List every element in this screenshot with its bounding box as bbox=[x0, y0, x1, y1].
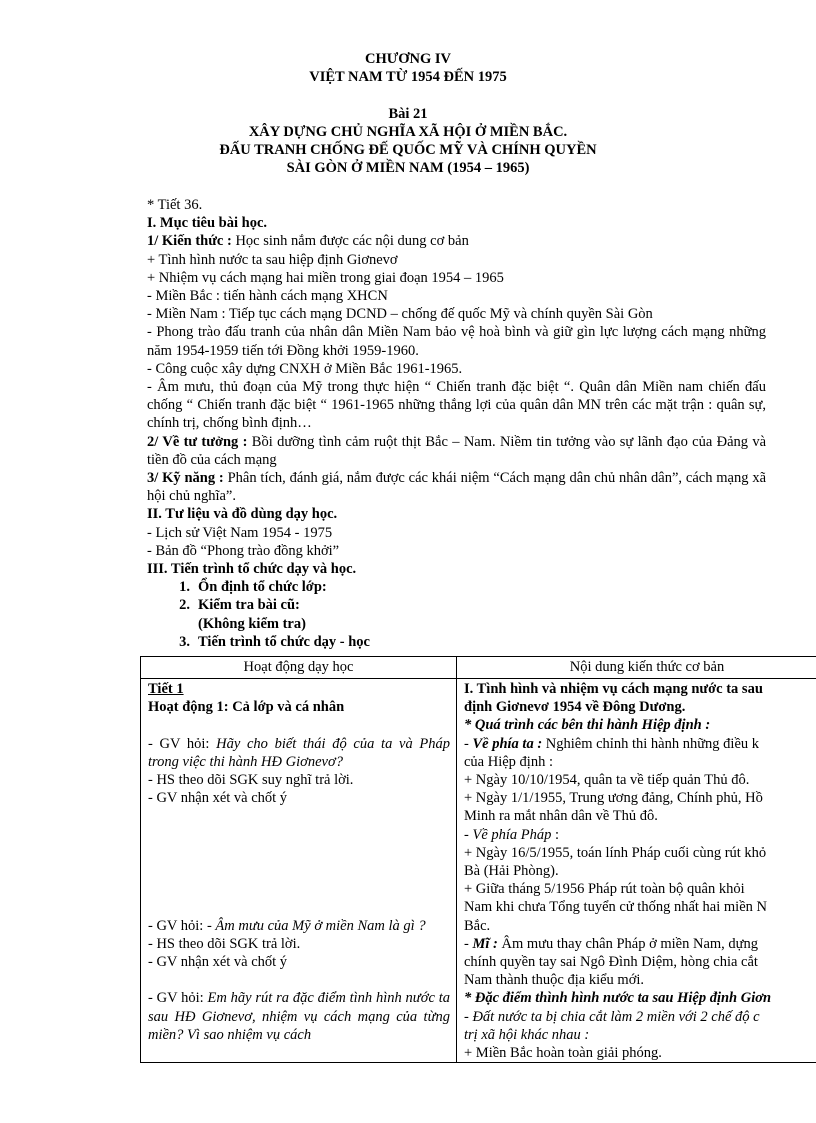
body-line: + Tình hình nước ta sau hiệp định Giơnevơ bbox=[147, 251, 398, 268]
teacher-conclusion: - GV nhận xét và chốt ý bbox=[148, 953, 288, 970]
lesson-heading bbox=[0, 105, 816, 177]
skills-text: Phân tích, đánh giá, nắm được các khái niệm “Cách mạng dân chủ nhân dân”, cách mạng xã hội chủ nghĩa”. bbox=[147, 470, 767, 505]
lesson-body bbox=[147, 196, 766, 651]
content-line: - Về phía ta : Nghiêm chỉnh thi hành những điều k bbox=[464, 735, 760, 752]
teacher-question: - GV hỏi: Hãy cho biết thái độ của ta và Pháp trong việc thi hành HĐ Giơnevơ? bbox=[148, 735, 450, 770]
content-column bbox=[457, 657, 816, 1062]
content-heading: I. Tình hình và nhiệm vụ cách mạng nước ta sau bbox=[464, 681, 763, 697]
content-line: - Đất nước ta bị chia cắt làm 2 miền với 2 chế độ c bbox=[464, 1008, 760, 1025]
content-line: + Ngày 16/5/1955, toán lính Pháp cuối cùng rút khỏ bbox=[464, 844, 767, 861]
knowledge-label: 1/ Kiến thức : bbox=[147, 233, 232, 250]
content-cell bbox=[457, 679, 816, 1062]
lesson-table bbox=[140, 656, 816, 1063]
student-response: - HS theo dõi SGK suy nghĩ trả lời. bbox=[148, 772, 354, 788]
ideology-text: Bồi dưỡng tình cảm ruột thịt Bắc – Nam. Niềm tin tưởng vào sự lãnh đạo của Đảng và tiền đồ của cách mạng bbox=[147, 433, 767, 468]
chapter-heading bbox=[0, 50, 816, 86]
content-line: + Giữa tháng 5/1956 Pháp rút toàn bộ quân khỏi bbox=[464, 881, 745, 898]
content-line: Bắc. bbox=[464, 917, 491, 934]
teacher-question: - GV hỏi: - Âm mưu của Mỹ ở miền Nam là gì ? bbox=[148, 917, 426, 934]
knowledge-text: Học sinh nắm được các nội dung cơ bản bbox=[231, 233, 469, 250]
material-item: - Bản đồ “Phong trào đồng khởi” bbox=[147, 542, 340, 559]
period-heading: Tiết 1 bbox=[148, 681, 184, 697]
ideology-line bbox=[147, 433, 766, 469]
chapter-number: CHƯƠNG IV bbox=[364, 51, 452, 67]
content-line: trị xã hội khác nhau : bbox=[464, 1026, 590, 1043]
section-materials: II. Tư liệu và đồ dùng dạy học. bbox=[147, 506, 338, 523]
activity-heading: Hoạt động 1: Cả lớp và cá nhân bbox=[148, 699, 345, 716]
step-item: 2. Kiểm tra bài cũ: bbox=[179, 597, 300, 614]
body-line: - Miền Bắc : tiến hành cách mạng XHCN bbox=[147, 288, 388, 305]
knowledge-line bbox=[147, 232, 766, 250]
ideology-label: 2/ Về tư tưởng : bbox=[147, 433, 248, 450]
step-item: 1. Ổn định tổ chức lớp: bbox=[179, 579, 327, 596]
body-paragraph: - Phong trào đấu tranh của nhân dân Miền Nam bảo vệ hoà bình và giữ gìn lực lượng cách mạng những năm 1954-1959 tiến tới Đồng khởi 1959-1960. bbox=[147, 324, 766, 359]
activities-column bbox=[141, 657, 457, 1062]
content-line: + Ngày 10/10/1954, quân ta về tiếp quản Thủ đô. bbox=[464, 772, 750, 789]
content-line: của Hiệp định : bbox=[464, 753, 553, 770]
content-line: Nam khi chưa Tổng tuyển cử thống nhất hai miền N bbox=[464, 899, 767, 916]
skills-label: 3/ Kỹ năng : bbox=[147, 470, 224, 487]
skills-line bbox=[147, 469, 766, 505]
body-line: - Công cuộc xây dựng CNXH ở Miền Bắc 1961-1965. bbox=[147, 360, 463, 377]
body-line: + Nhiệm vụ cách mạng hai miền trong giai đoạn 1954 – 1965 bbox=[147, 269, 504, 286]
lesson-title-line-2: ĐẤU TRANH CHỐNG ĐẾ QUỐC MỸ VÀ CHÍNH QUYỀN bbox=[219, 142, 597, 158]
activities-cell bbox=[141, 679, 456, 1044]
material-item: - Lịch sử Việt Nam 1954 - 1975 bbox=[147, 524, 333, 541]
content-subheading: * Đặc điểm thình hình nước ta sau Hiệp định Giơn bbox=[464, 990, 772, 1007]
lesson-title-line-3: SÀI GÒN Ở MIỀN NAM (1954 – 1965) bbox=[286, 160, 530, 176]
content-line: chính quyền tay sai Ngô Đình Diệm, hòng chia cắt bbox=[464, 954, 758, 971]
body-line: - Miền Nam : Tiếp tục cách mạng DCND – chống đế quốc Mỹ và chính quyền Sài Gòn bbox=[147, 306, 653, 323]
period-label: * Tiết 36. bbox=[147, 197, 203, 213]
content-line: Nam thành thuộc địa kiểu mới. bbox=[464, 972, 645, 989]
lesson-number: Bài 21 bbox=[388, 106, 428, 122]
content-line: + Miền Bắc hoàn toàn giải phóng. bbox=[464, 1045, 662, 1062]
chapter-title: VIỆT NAM TỪ 1954 ĐẾN 1975 bbox=[309, 69, 507, 85]
content-line: - Mĩ : Âm mưu thay chân Pháp ở miền Nam, dựng bbox=[464, 935, 759, 952]
lesson-title-line-1: XÂY DỰNG CHỦ NGHĨA XÃ HỘI Ở MIỀN BẮC. bbox=[248, 124, 568, 140]
section-process: III. Tiến trình tổ chức dạy và học. bbox=[147, 561, 357, 578]
content-line: Minh ra mắt nhân dân về Thủ đô. bbox=[464, 808, 658, 825]
teacher-question: - GV hỏi: Em hãy rút ra đặc điểm tình hình nước ta sau HĐ Giơnevơ, nhiệm vụ cách mạng của từng miền? Vì sao nhiệm vụ cách bbox=[148, 990, 450, 1043]
body-paragraph: - Âm mưu, thủ đoạn của Mỹ trong thực hiện “ Chiến tranh đặc biệt “. Quân dân Miền nam chiến đấu chống “ Chiến tranh đặc biệt “ 1961-1965 những thắng lợi của quân dân MN trên các mặt trận : quân sự, chính trị, chống bình định… bbox=[147, 379, 766, 432]
section-objectives: I. Mục tiêu bài học. bbox=[147, 215, 268, 232]
activities-header: Hoạt động dạy học bbox=[141, 657, 456, 679]
teacher-conclusion: - GV nhận xét và chốt ý bbox=[148, 790, 288, 807]
content-subheading: * Quá trình các bên thi hành Hiệp định : bbox=[464, 717, 711, 734]
student-response: - HS theo dõi SGK trả lời. bbox=[148, 935, 301, 952]
content-heading: định Giơnevơ 1954 về Đông Dương. bbox=[464, 699, 686, 716]
step-item: (Không kiểm tra) bbox=[198, 615, 306, 632]
content-header: Nội dung kiến thức cơ bản bbox=[457, 657, 816, 679]
process-steps bbox=[147, 578, 766, 651]
content-line: + Ngày 1/1/1955, Trung ương đảng, Chính phủ, Hồ bbox=[464, 790, 763, 807]
content-line: Bà (Hải Phòng). bbox=[464, 863, 559, 880]
content-line: - Về phía Pháp : bbox=[464, 826, 560, 843]
step-item: 3. Tiến trình tổ chức dạy - học bbox=[179, 633, 370, 650]
